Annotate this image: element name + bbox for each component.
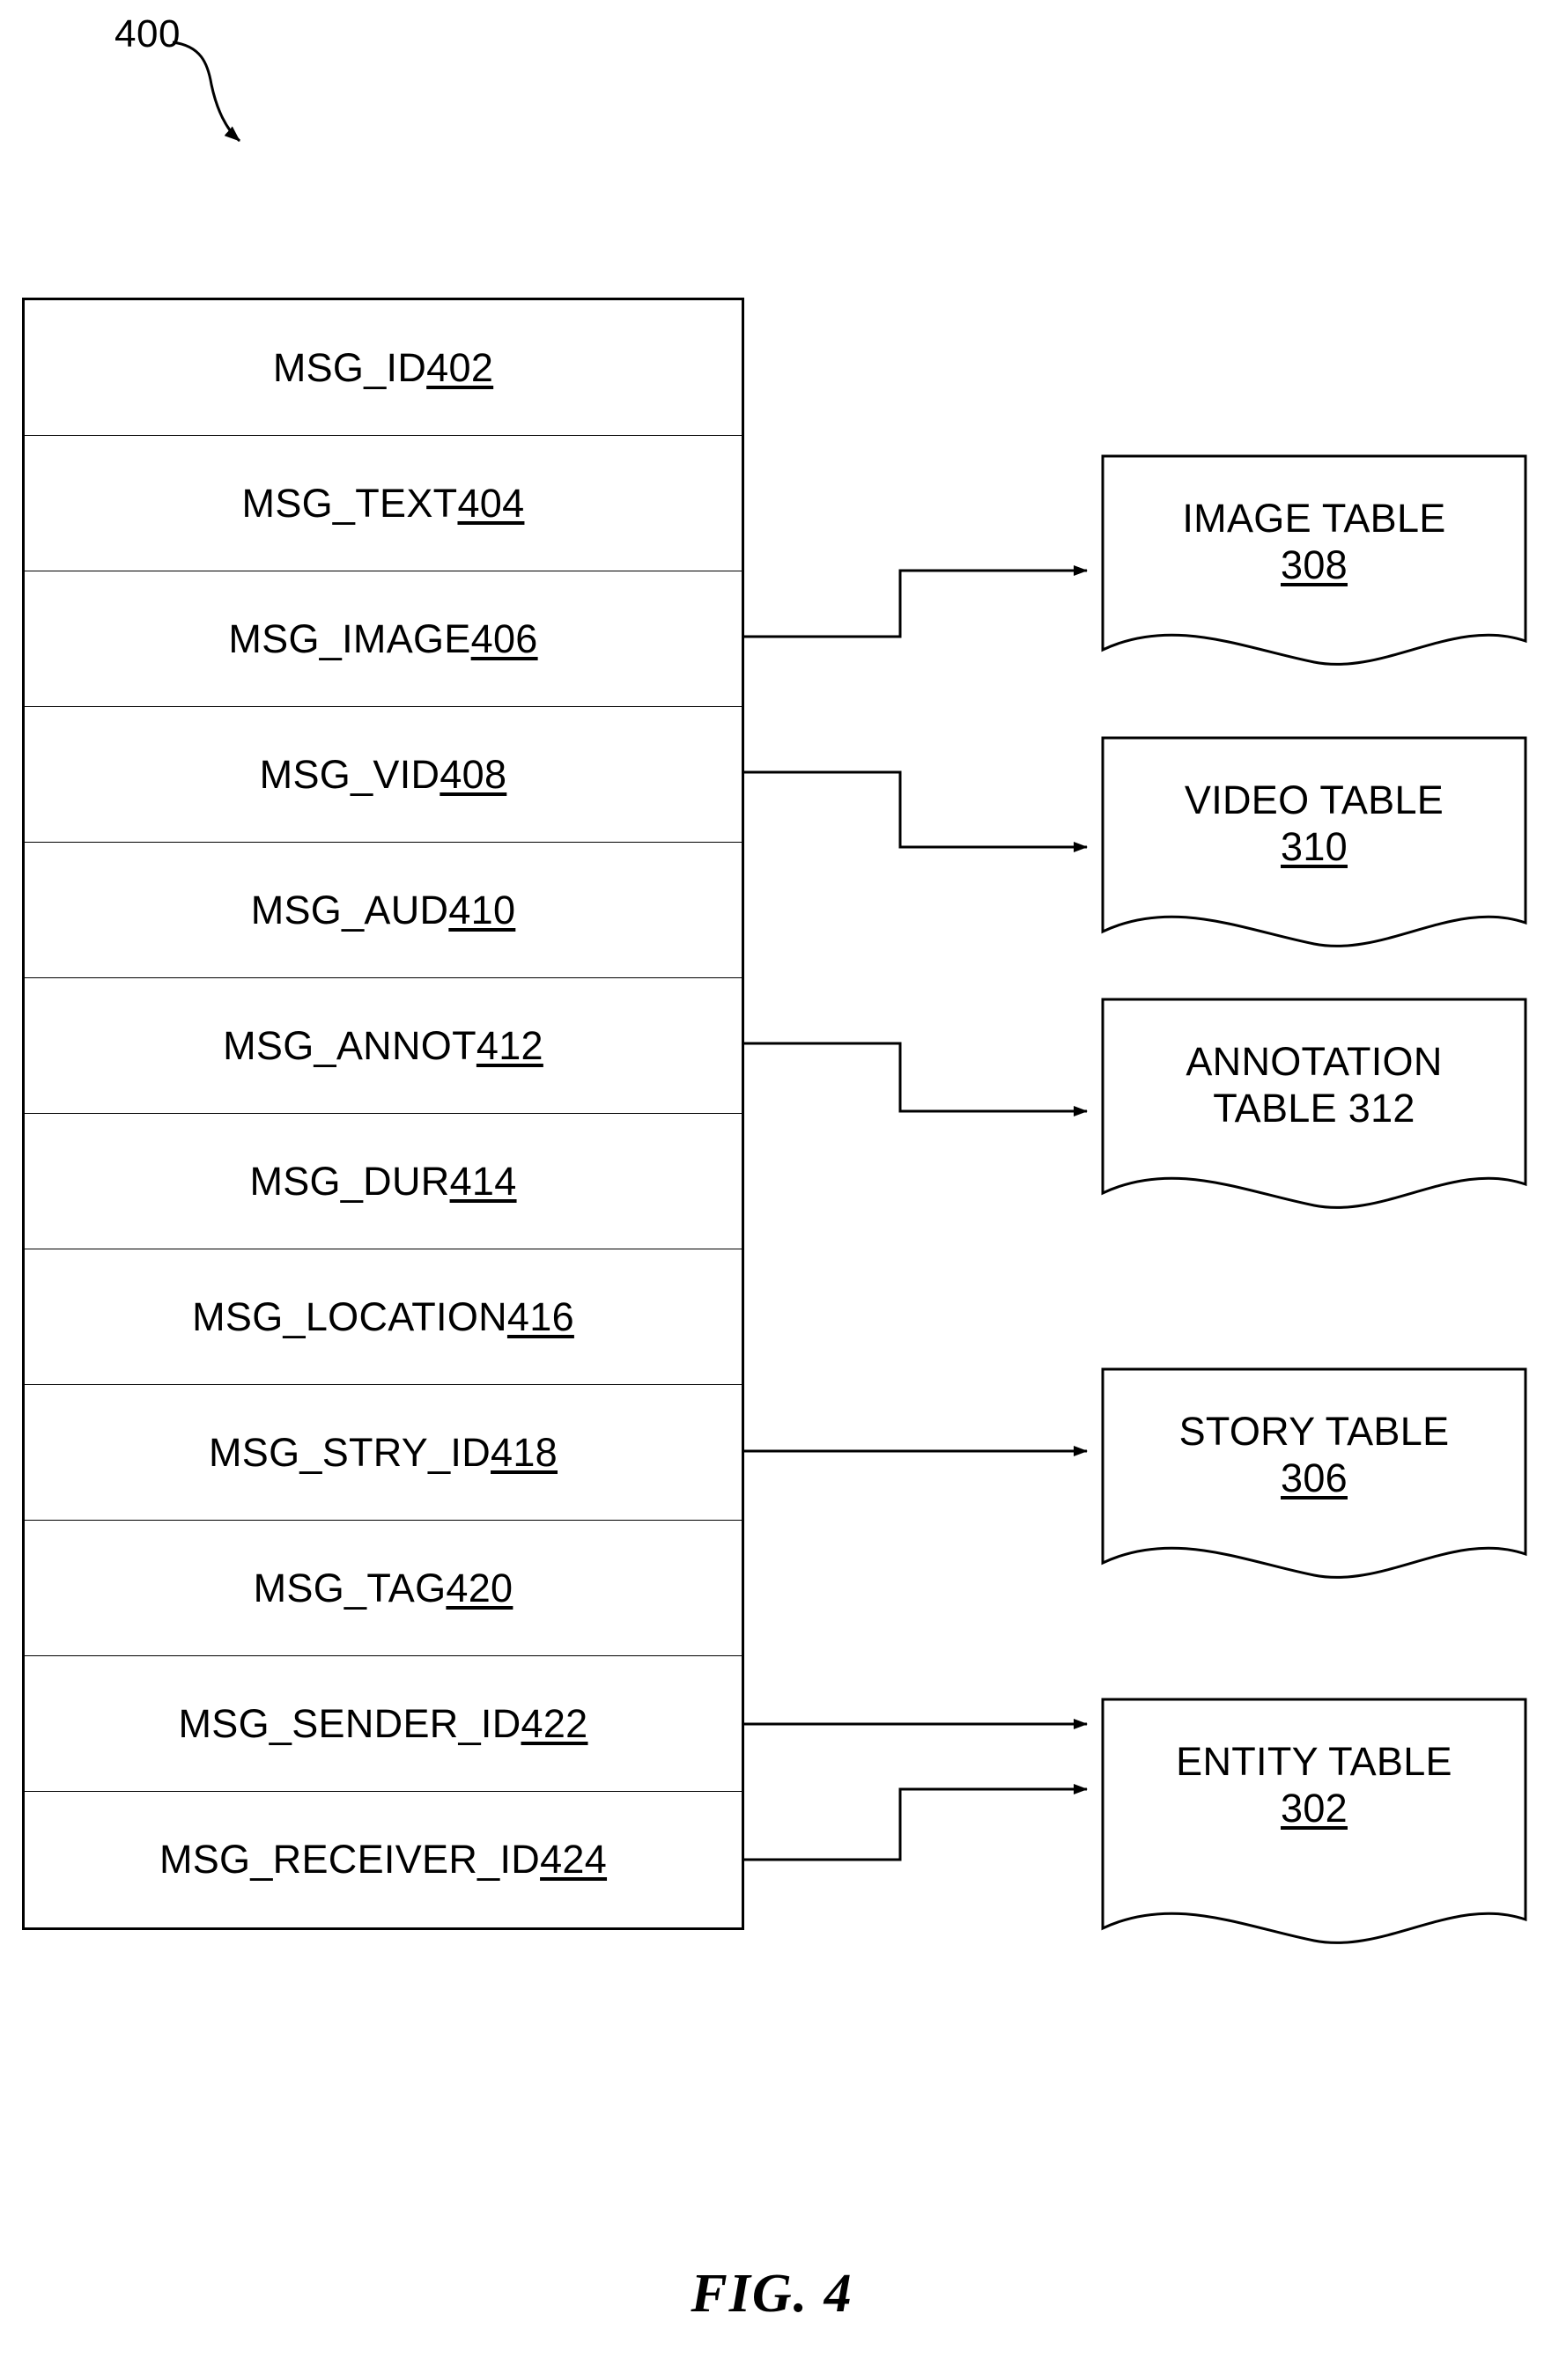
field-label: MSG_VID bbox=[259, 751, 440, 797]
field-label: MSG_STRY_ID bbox=[208, 1429, 491, 1475]
table-row bbox=[25, 1385, 742, 1521]
table-row bbox=[25, 571, 742, 707]
entity-table-node bbox=[1103, 1699, 1526, 1831]
video-table-label: VIDEO TABLE bbox=[1184, 777, 1444, 822]
table-row bbox=[25, 707, 742, 843]
field-number: 424 bbox=[540, 1837, 608, 1882]
story-table-label: STORY TABLE bbox=[1178, 1409, 1450, 1454]
field-label: MSG_AUD bbox=[250, 887, 449, 932]
entity-table-number: 302 bbox=[1281, 1786, 1348, 1831]
field-label: MSG_ID bbox=[272, 344, 427, 390]
table-row bbox=[25, 843, 742, 978]
table-row bbox=[25, 1656, 742, 1792]
field-number: 418 bbox=[491, 1429, 558, 1475]
entity-table-label: ENTITY TABLE bbox=[1176, 1739, 1452, 1784]
annotation-table-number: TABLE 312 bbox=[1213, 1086, 1415, 1131]
field-number: 410 bbox=[448, 887, 516, 932]
annotation-table-label: ANNOTATION bbox=[1186, 1039, 1443, 1084]
table-row bbox=[25, 1792, 742, 1927]
video-table-number: 310 bbox=[1281, 824, 1348, 870]
figure-reference-number: 400 bbox=[115, 12, 181, 55]
field-label: MSG_SENDER_ID bbox=[178, 1700, 521, 1746]
field-label: MSG_LOCATION bbox=[192, 1293, 507, 1339]
field-label: MSG_ANNOT bbox=[223, 1022, 476, 1068]
field-number: 408 bbox=[440, 751, 507, 797]
field-number: 420 bbox=[446, 1565, 513, 1610]
field-number: 412 bbox=[476, 1022, 543, 1068]
video-table-node bbox=[1103, 738, 1526, 870]
field-label: MSG_IMAGE bbox=[228, 615, 471, 661]
table-row bbox=[25, 978, 742, 1114]
story-table-number: 306 bbox=[1281, 1455, 1348, 1501]
annotation-table-node bbox=[1103, 999, 1526, 1131]
table-row bbox=[25, 300, 742, 436]
message-table bbox=[22, 298, 744, 1930]
field-label: MSG_TAG bbox=[253, 1565, 447, 1610]
field-label: MSG_TEXT bbox=[241, 480, 458, 526]
table-row bbox=[25, 1114, 742, 1249]
figure-caption: FIG. 4 bbox=[691, 2264, 853, 2324]
field-label: MSG_DUR bbox=[249, 1158, 450, 1204]
story-table-node bbox=[1103, 1369, 1526, 1501]
table-row bbox=[25, 1521, 742, 1656]
field-number: 422 bbox=[521, 1700, 588, 1746]
field-number: 404 bbox=[457, 480, 525, 526]
field-number: 406 bbox=[470, 615, 538, 661]
table-row bbox=[25, 436, 742, 571]
field-number: 402 bbox=[426, 344, 494, 390]
field-number: 416 bbox=[506, 1293, 574, 1339]
image-table-node bbox=[1103, 456, 1526, 588]
table-row bbox=[25, 1249, 742, 1385]
image-table-label: IMAGE TABLE bbox=[1182, 496, 1446, 541]
image-table-number: 308 bbox=[1281, 542, 1348, 588]
field-number: 414 bbox=[449, 1158, 517, 1204]
field-label: MSG_RECEIVER_ID bbox=[159, 1837, 541, 1882]
